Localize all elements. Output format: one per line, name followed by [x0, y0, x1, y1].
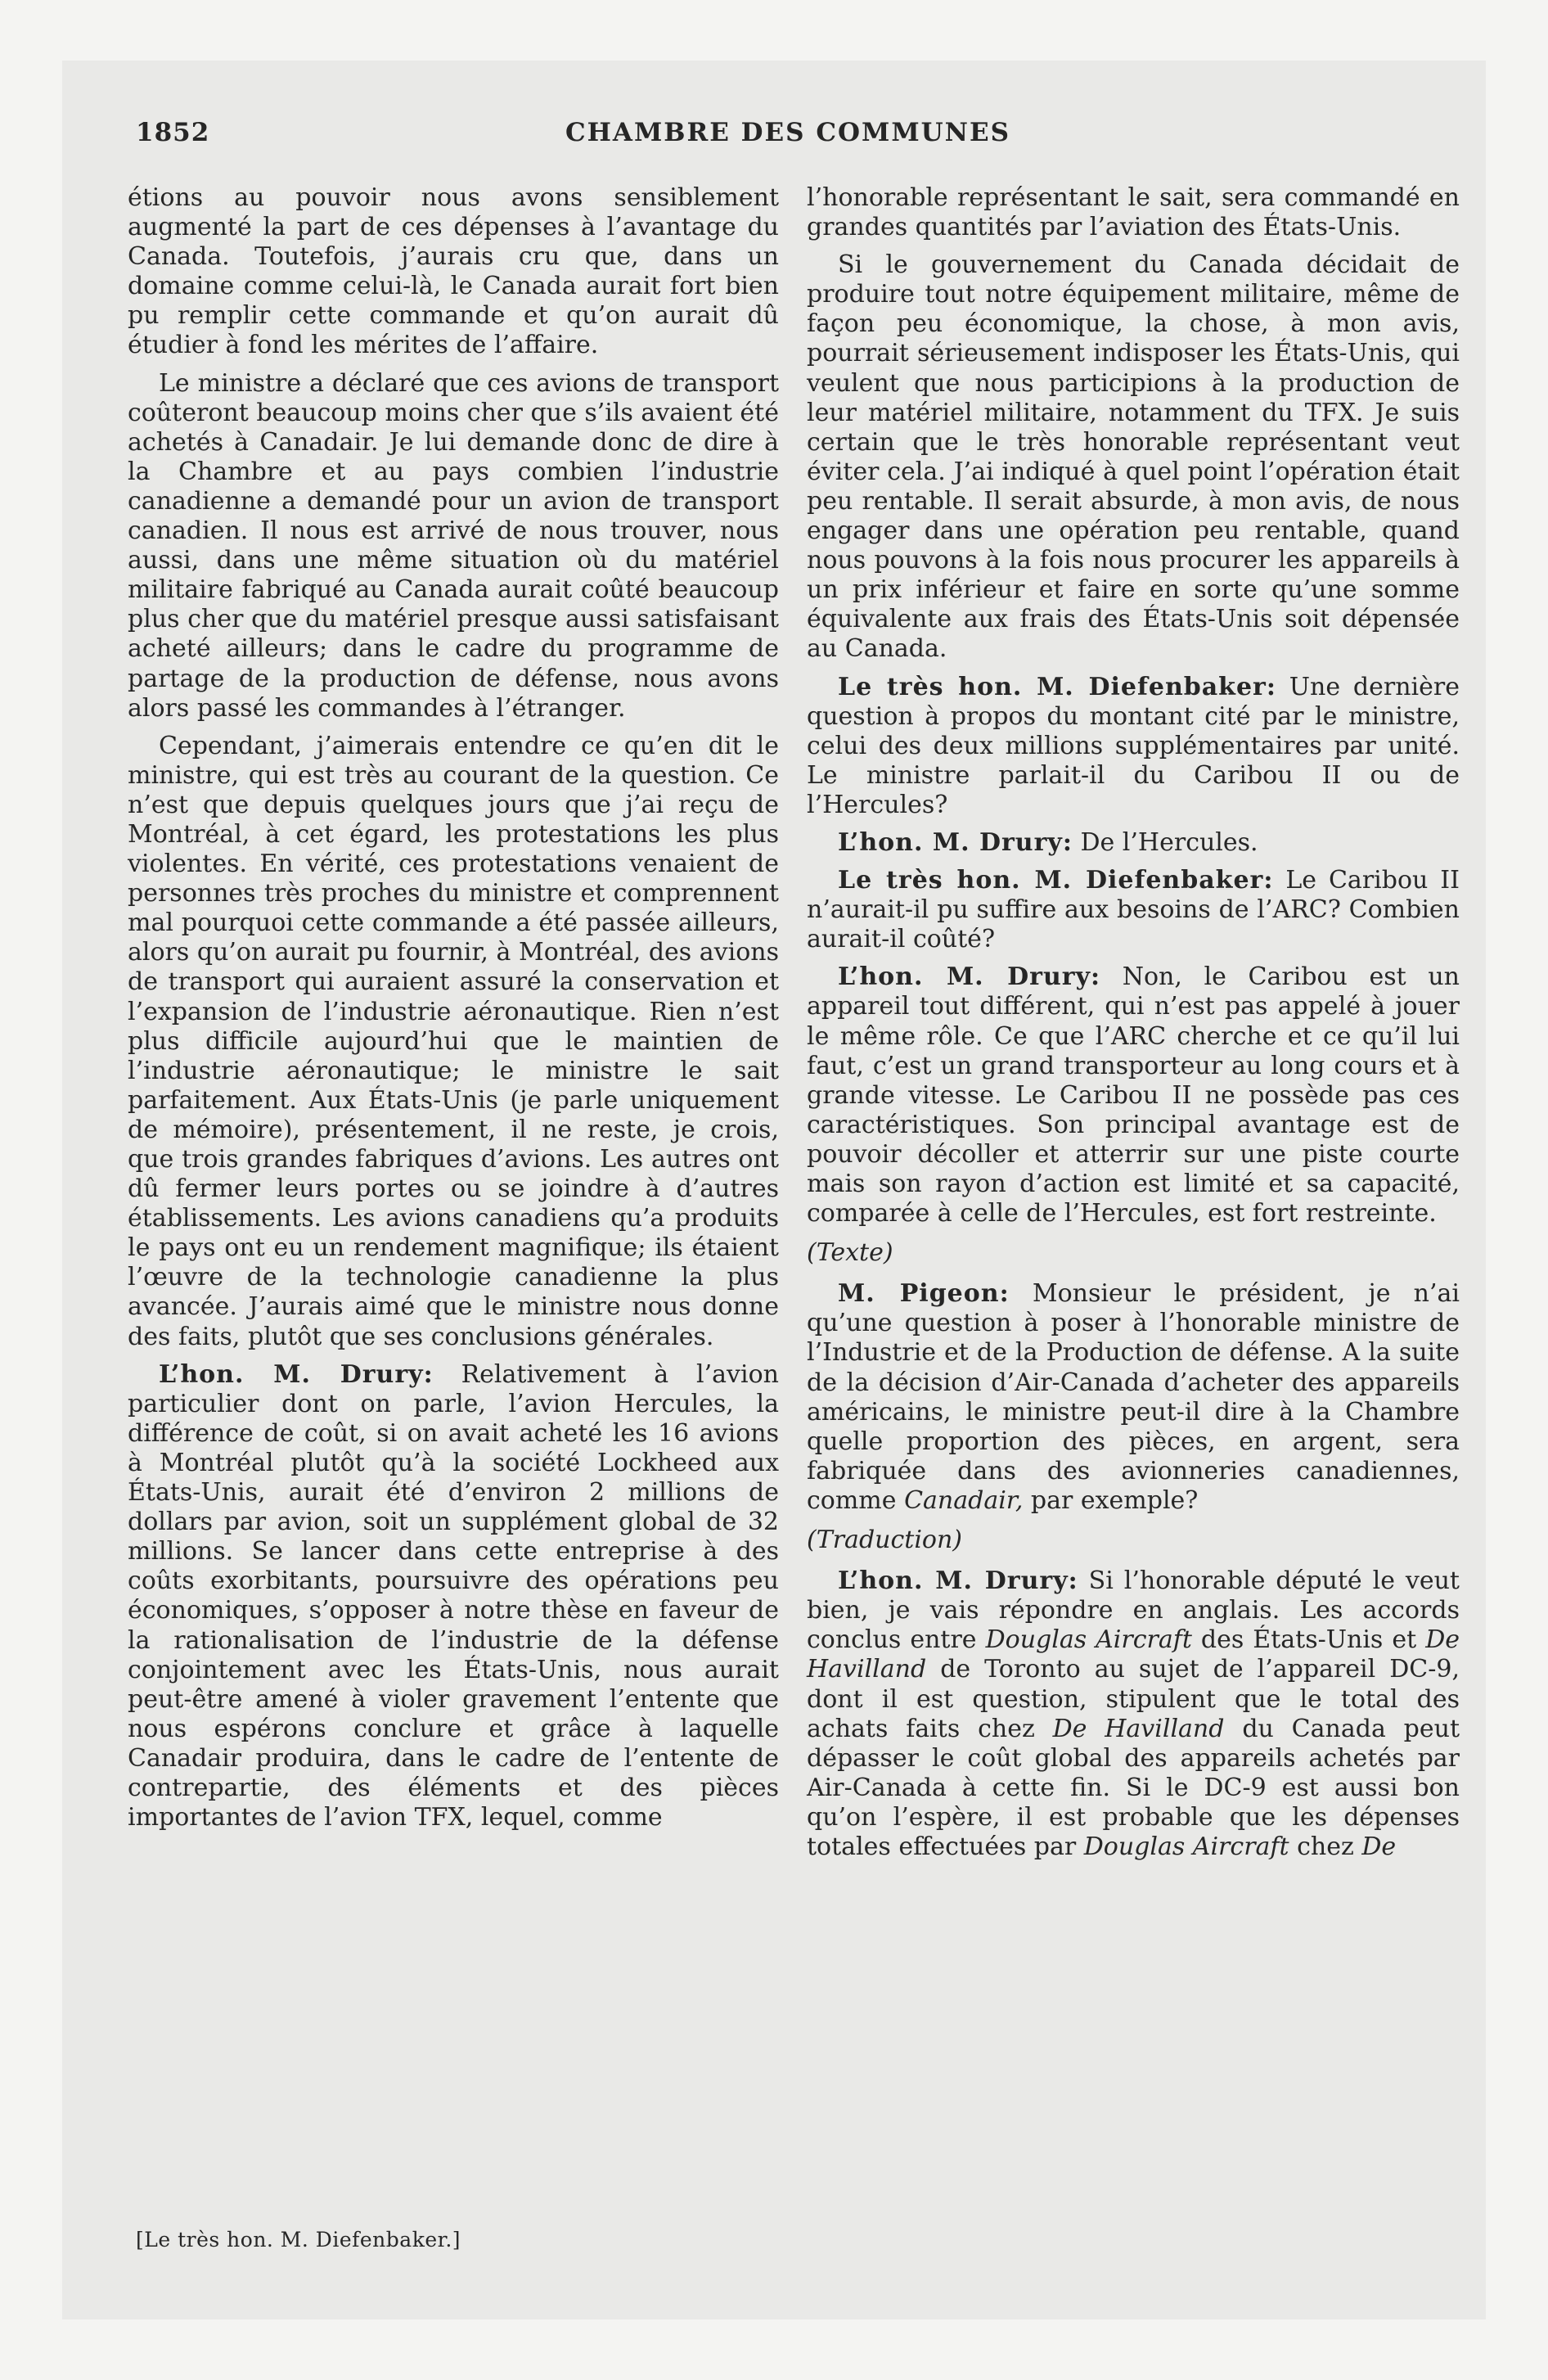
speech-text: du Canada peut dépasser le coût global des appareils achetés par Air-Canada à cette fin. Si le DC-9 est aussi bon qu’on l’espère, il est probable que les dépenses totales effectuées par [807, 1714, 1460, 1861]
speaker-name: L’hon. M. Drury: [838, 827, 1073, 857]
speaker-name: Le très hon. M. Diefenbaker: [838, 866, 1274, 895]
speech-text: Monsieur le président, je n’ai qu’une question à poser à l’honorable ministre de l’Industrie et de la Production de défense. A la suite de la décision d’Air-Canada d’acheter des appareils américains, le ministre peut-il dire à la Chambre quelle proportion des pièces, en argent, sera fabriquée dans des avionneries canadiennes, comme [807, 1279, 1460, 1515]
section-label-traduction: (Traduction) [807, 1526, 963, 1555]
speech-paragraph [807, 962, 1460, 1228]
footer-note: [Le très hon. M. Diefenbaker.] [136, 2228, 461, 2252]
speech-text: par exemple? [1023, 1485, 1199, 1515]
paragraph: Le ministre a déclaré que ces avions de transport coûteront beaucoup moins cher que s’ils avaient été achetés à Canadair. Je lui demande donc de dire à la Chambre et au pays combien l’industrie canadienne a demandé pour un avion de transport canadien. Il nous est arrivé de nous trouver, nous aussi, dans une même situation où du matériel militaire fabriqué au Canada aurait coûté beaucoup plus cher que du matériel presque aussi satisfaisant acheté ailleurs; dans le cadre du programme de partage de la production de défense, nous avons alors passé les commandes à l’étranger. [128, 368, 779, 723]
speech-paragraph [807, 673, 1460, 820]
paragraph: étions au pouvoir nous avons sensiblement augmenté la part de ces dépenses à l’avantage du Canada. Toutefois, j’aurais cru que, dans un domaine comme celui-là, le Canada aurait fort bien pu remplir cette commande et qu’on aurait dû étudier à fond les mérites de l’affaire. [128, 183, 779, 360]
speaker-name: L’hon. M. Drury: [838, 962, 1101, 992]
left-column [128, 183, 779, 1841]
speaker-name: L’hon. M. Drury: [159, 1359, 434, 1389]
section-label-texte: (Texte) [807, 1238, 893, 1268]
speech-text: Non, le Caribou est un appareil tout différent, qui n’est pas appelé à jouer le même rôle. Ce que l’ARC cherche et ce qu’il lui faut, c’est un grand transporteur au long cours et à grande vitesse. Le Caribou II ne possède pas ces caractéristiques. Son principal avantage est de pouvoir décoller et atterrir sur une piste courte mais son rayon d’action est limité et sa capacité, comparée à celle de l’Hercules, est fort restreinte. [807, 962, 1460, 1228]
speech-text: Relativement à l’avion particulier dont on parle, l’avion Hercules, la différence de coût, si on avait acheté les 16 avions à Montréal plutôt qu’à la société Lockheed aux États-Unis, aurait été d’environ 2 millions de dollars par avion, soit un supplément global de 32 millions. Se lancer dans cette entreprise à des coûts exorbitants, poursuivre des opérations peu économiques, s’opposer à notre thèse en faveur de la rationalisation de l’industrie de la défense conjointement avec les États-Unis, nous aurait peut-être amené à violer gravement l’entente que nous espérons conclure et grâce à laquelle Canadair produira, dans le cadre de l’entente de contrepartie, des éléments et des pièces importantes de l’avion TFX, lequel, comme [128, 1359, 779, 1832]
speaker-name: L’hon. M. Drury: [838, 1566, 1078, 1596]
speech-text: de Toronto au sujet de l’appareil DC-9, dont il est question, stipulent que le total des achats faits chez [807, 1655, 1460, 1743]
speech-text: De l’Hercules. [1072, 827, 1258, 857]
speech-text: chez [1289, 1832, 1362, 1861]
paragraph: l’honorable représentant le sait, sera commandé en grandes quantités par l’aviation des États-Unis. [807, 183, 1460, 242]
company-name: Douglas Aircraft [985, 1625, 1192, 1655]
paragraph: Cependant, j’aimerais entendre ce qu’en dit le ministre, qui est très au courant de la question. Ce n’est que depuis quelques jours que j’ai reçu de Montréal, à cet égard, les protestations les plus violentes. En vérité, ces protestations venaient de personnes très proches du ministre et comprennent mal pourquoi cette commande a été passée ailleurs, alors qu’on aurait pu fournir, à Montréal, des avions de transport qui auraient assuré la conservation et l’expansion de l’industrie aéronautique. Rien n’est plus difficile aujourd’hui que le maintien de l’industrie aéronautique; le ministre le sait parfaitement. Aux États-Unis (je parle uniquement de mémoire), présentement, il ne reste, je crois, que trois grandes fabriques d’avions. Les autres ont dû fermer leurs portes ou se joindre à d’autres établissements. Les avions canadiens qu’a produits le pays ont eu un rendement magnifique; ils étaient l’œuvre de la technologie canadienne la plus avancée. J’aurais aimé que le ministre nous donne des faits, plutôt que ses conclusions générales. [128, 731, 779, 1351]
speech-text: des États-Unis et [1191, 1625, 1426, 1655]
speech-paragraph [807, 1279, 1460, 1516]
company-name: De [1361, 1832, 1397, 1861]
speech-text: Le Caribou II n’aurait-il pu suffire aux besoins de l’ARC? Combien aurait-il coûté? [807, 866, 1460, 954]
speech-paragraph [807, 866, 1460, 954]
page-number: 1852 [136, 118, 210, 147]
company-name: De Havilland [807, 1625, 1460, 1684]
speech-text: Si l’honorable député le veut bien, je vais répondre en anglais. Les accords conclus entre [807, 1566, 1460, 1655]
company-name: Douglas Aircraft [1083, 1832, 1289, 1861]
company-name: Canadair, [904, 1485, 1024, 1515]
running-head: CHAMBRE DES COMMUNES [565, 118, 1011, 147]
speaker-name: M. Pigeon: [838, 1279, 1010, 1309]
right-column [807, 183, 1460, 1870]
company-name: De Havilland [1052, 1714, 1225, 1743]
speech-paragraph [807, 1566, 1460, 1862]
page-header [136, 115, 1440, 160]
speaker-name: Le très hon. M. Diefenbaker: [838, 672, 1276, 701]
paragraph: Si le gouvernement du Canada décidait de produire tout notre équipement militaire, même de façon peu économique, la chose, à mon avis, pourrait sérieusement indisposer les États-Unis, qui veulent que nous participions à la production de leur matériel militaire, notamment du TFX. Je suis certain que le très honorable représentant veut éviter cela. J’ai indiqué à quel point l’opération était peu rentable. Il serait absurde, à mon avis, de nous engager dans une opération peu rentable, quand nous pouvons à la fois nous procurer les appareils à un prix inférieur et faire en sorte qu’une somme équivalente aux frais des États-Unis soit dépensée au Canada. [807, 250, 1460, 664]
speech-paragraph [807, 828, 1460, 858]
speech-paragraph [128, 1360, 779, 1833]
speech-text: Une dernière question à propos du montant cité par le ministre, celui des deux millions supplémentaires par unité. Le ministre parlait-il du Caribou II ou de l’Hercules? [807, 672, 1460, 819]
